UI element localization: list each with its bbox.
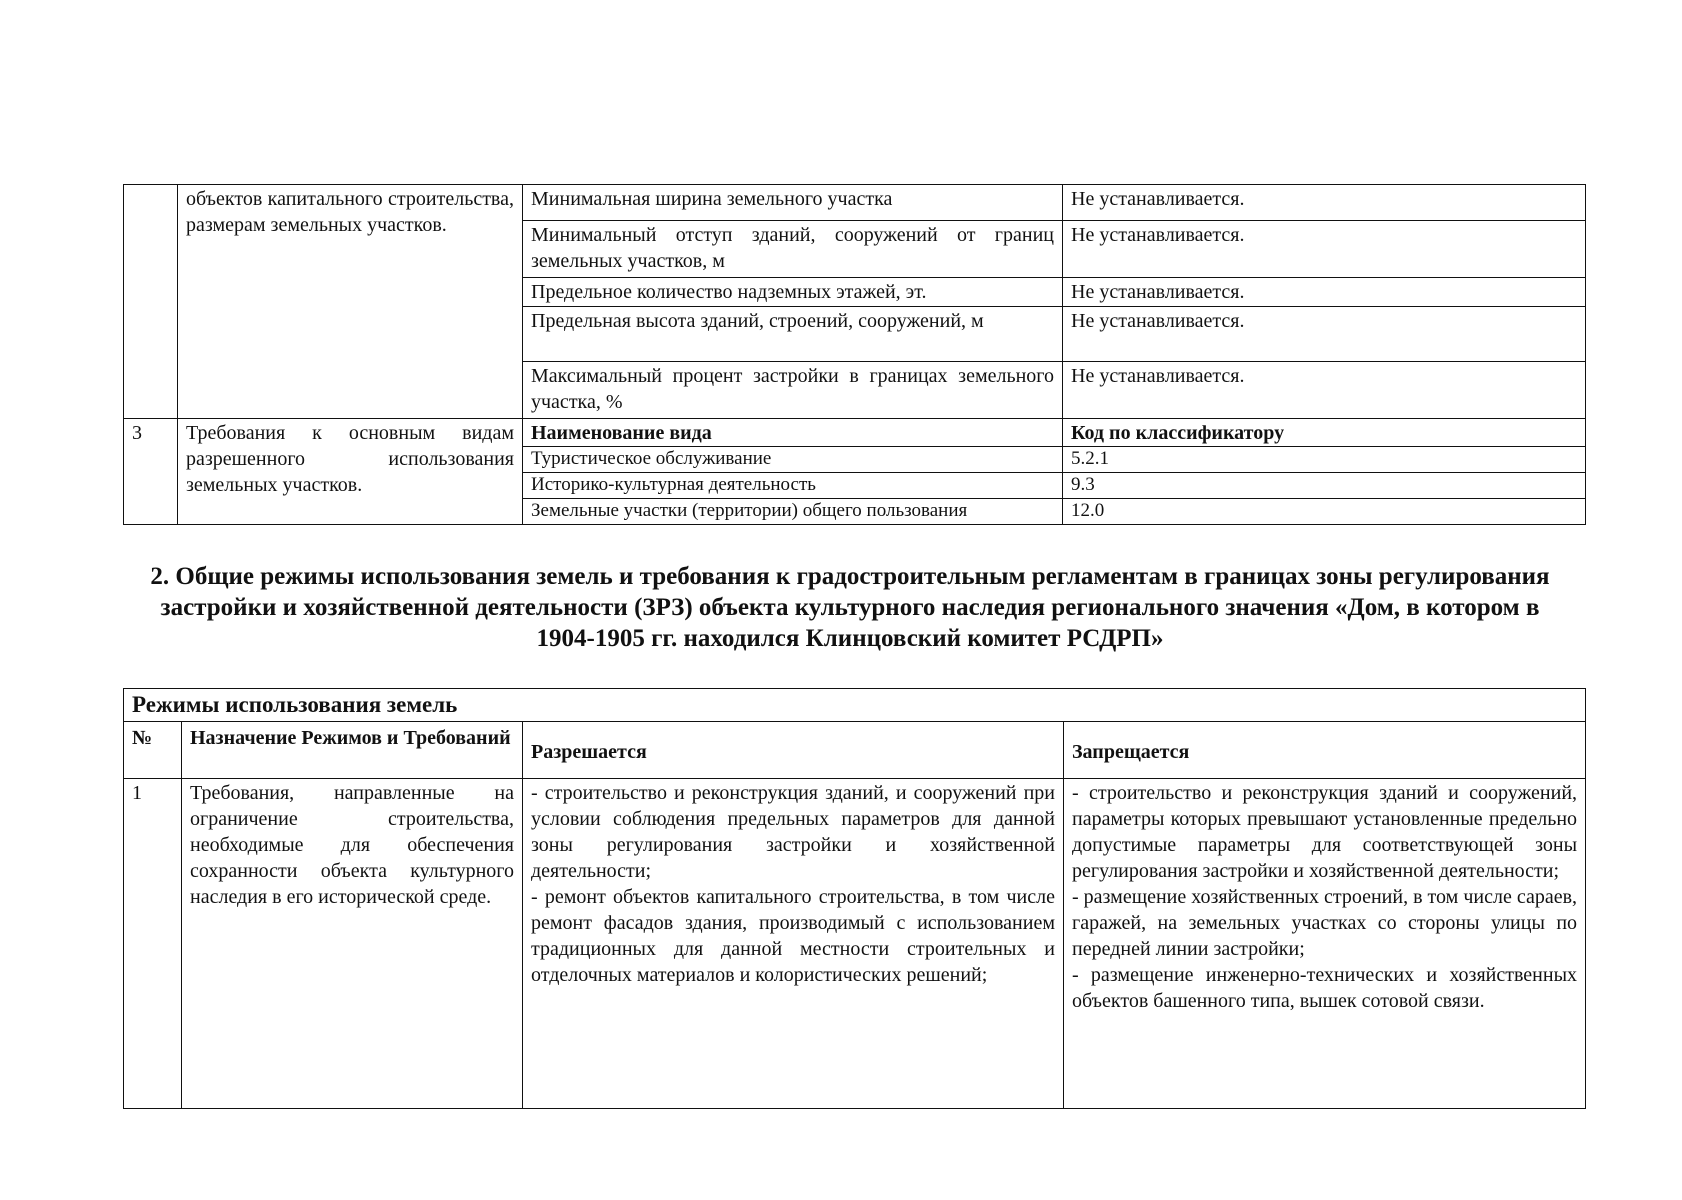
use-type-code: 5.2.1 <box>1063 447 1586 473</box>
header-forbidden: Запрещается <box>1064 722 1586 779</box>
use-type-name: Историко-культурная деятельность <box>523 473 1063 499</box>
param-value: Не устанавливается. <box>1063 185 1586 221</box>
param-name: Минимальный отступ зданий, сооружений от границ земельных участков, м <box>523 221 1063 278</box>
purpose-text: Требования, направленные на ограничение строительства, необходимые для обеспечения сохранности объекта культурного наследия в его исторической среде. <box>182 779 523 1109</box>
allowed-item: - строительство и реконструкция зданий, и сооружений при условии соблюдения предельных параметров для данной зоны регулирования застройки и хозяйственной деятельности; <box>531 782 1055 882</box>
table-title: Режимы использования земель <box>124 689 1586 722</box>
allowed-list <box>523 779 1064 1109</box>
column-header-code: Код по классификатору <box>1063 419 1586 447</box>
row-number: 1 <box>124 779 182 1109</box>
header-purpose: Назначение Режимов и Требований <box>182 722 523 779</box>
row-number: 3 <box>124 419 178 525</box>
allowed-item: - ремонт объектов капитального строительства, в том числе ремонт фасадов здания, производимый с использованием традиционных для данной местности строительных и отделочных материалов и колористических решений; <box>531 886 1055 986</box>
column-header-name: Наименование вида <box>523 419 1063 447</box>
param-name: Предельное количество надземных этажей, эт. <box>523 278 1063 307</box>
param-name: Минимальная ширина земельного участка <box>523 185 1063 221</box>
param-name: Предельная высота зданий, строений, сооружений, м <box>523 307 1063 362</box>
use-type-name: Туристическое обслуживание <box>523 447 1063 473</box>
param-value: Не устанавливается. <box>1063 221 1586 278</box>
param-value: Не устанавливается. <box>1063 278 1586 307</box>
header-num: № <box>124 722 182 779</box>
row-number-cell-empty <box>124 185 178 419</box>
requirement-label: объектов капитального строительства, размерам земельных участков. <box>178 185 523 419</box>
forbidden-item: - размещение хозяйственных строений, в том числе сараев, гаражей, на земельных участках со стороны улицы по передней линии застройки; <box>1072 886 1578 960</box>
forbidden-item: - строительство и реконструкция зданий и сооружений, параметры которых превышают установленные предельно допустимые параметры для соответствующей зоны регулирования застройки и хозяйственной деятельности; <box>1072 782 1578 882</box>
header-allowed: Разрешается <box>523 722 1064 779</box>
use-type-name: Земельные участки (территории) общего пользования <box>523 499 1063 525</box>
param-value: Не устанавливается. <box>1063 362 1586 419</box>
use-type-code: 12.0 <box>1063 499 1586 525</box>
param-name: Максимальный процент застройки в границах земельного участка, % <box>523 362 1063 419</box>
land-use-regimes-table <box>123 688 1586 1109</box>
requirement-label: Требования к основным видам разрешенного использования земельных участков. <box>178 419 523 525</box>
forbidden-list <box>1064 779 1586 1109</box>
param-value: Не устанавливается. <box>1063 307 1586 362</box>
section-heading: 2. Общие режимы использования земель и требования к градостроительным регламентам в границах зоны регулирования застройки и хозяйственной деятельности (ЗРЗ) объекта культурного наследия регионального значения «Дом, в котором в 1904-1905 гг. находился Клинцовский комитет РСДРП» <box>150 563 1550 652</box>
forbidden-item: - размещение инженерно-технических и хозяйственных объектов башенного типа, вышек сотовой связи. <box>1072 964 1578 1012</box>
use-type-code: 9.3 <box>1063 473 1586 499</box>
regulations-table-continued <box>123 184 1586 525</box>
